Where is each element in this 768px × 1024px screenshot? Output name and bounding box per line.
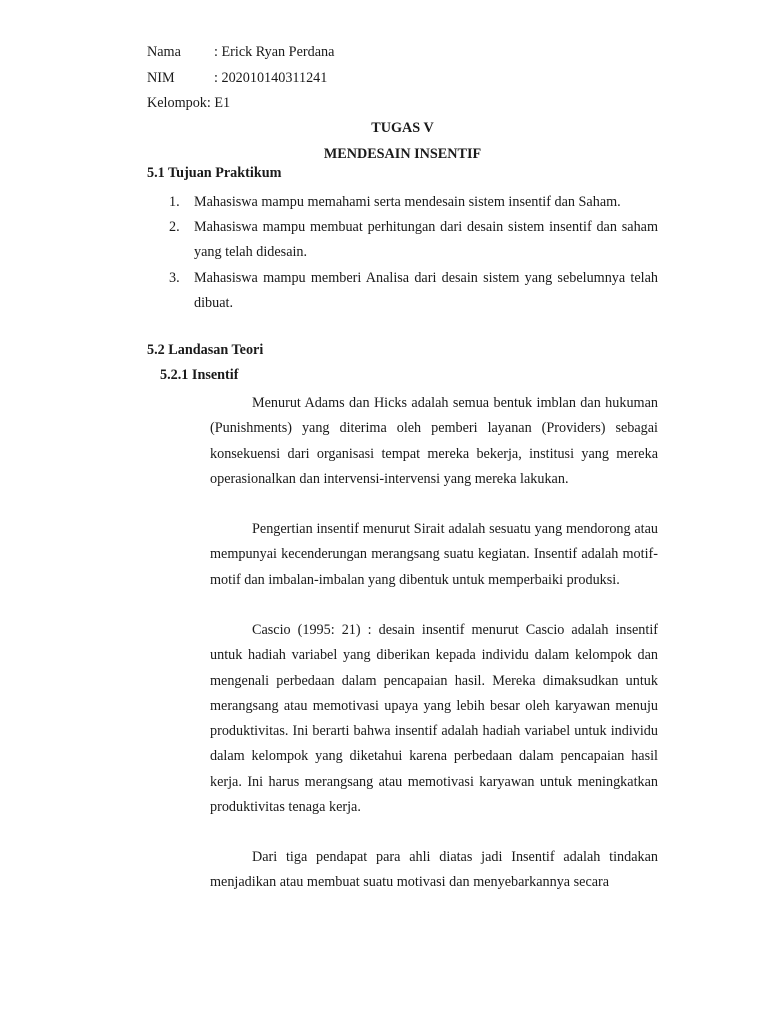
paragraph-adams-hicks: Menurut Adams dan Hicks adalah semua bentuk imblan dan hukuman (Punishments) yang diterima oleh pemberi layanan (Providers) sebagai konsekuensi dari organisasi tempat mereka bekerja, institusi yang mereka operasionalkan dan intervensi-intervensi yang mereka lakukan.: [210, 395, 658, 487]
kelompok-label: Kelompok: [147, 95, 207, 111]
section-heading-tujuan: 5.1 Tujuan Praktikum: [147, 165, 282, 181]
nim-value: : 202010140311241: [214, 69, 328, 86]
list-item-text: Mahasiswa mampu membuat perhitungan dari desain sistem insentif dan saham yang telah didesain.: [194, 219, 658, 261]
document-title: [147, 116, 658, 167]
list-item-number: 1.: [169, 194, 180, 210]
list-item-text: Mahasiswa mampu memahami serta mendesain sistem insentif dan Saham.: [194, 194, 621, 210]
list-item: [147, 266, 658, 316]
kelompok-value: : E1: [206, 95, 231, 111]
nim-label: NIM: [147, 69, 175, 86]
list-item: [147, 190, 658, 215]
list-item-number: 2.: [169, 219, 180, 236]
nim-row: [147, 66, 334, 92]
title-line-1: TUGAS V: [371, 120, 434, 136]
nama-row: [147, 40, 334, 66]
title-line-2: MENDESAIN INSENTIF: [323, 145, 482, 162]
paragraph-kesimpulan: Dari tiga pendapat para ahli diatas jadi Insentif adalah tindakan menjadikan atau membuat suatu motivasi dan menyebarkannya secara: [210, 849, 658, 891]
list-item-number: 3.: [169, 269, 180, 286]
list-item-text: Mahasiswa mampu memberi Analisa dari desain sistem yang sebelumnya telah dibuat.: [194, 269, 658, 311]
student-identity-block: [147, 40, 334, 117]
kelompok-row: [147, 91, 334, 117]
section-heading-landasan: 5.2 Landasan Teori: [147, 342, 264, 358]
paragraph-sirait: Pengertian insentif menurut Sirait adalah sesuatu yang mendorong atau mempunyai kecenderungan merangsang suatu kegiatan. Insentif adalah motif-motif dan imbalan-imbalan yang dibentuk untuk memperbaiki produksi.: [210, 521, 658, 588]
subsection-heading-insentif: 5.2.1 Insentif: [160, 367, 239, 383]
objectives-list: [147, 190, 658, 316]
nama-label: Nama: [147, 44, 181, 60]
list-item: [147, 215, 658, 265]
nama-value: : Erick Ryan Perdana: [214, 44, 335, 60]
paragraph-cascio: Cascio (1995: 21) : desain insentif menurut Cascio adalah insentif untuk hadiah variabel yang diberikan kepada individu dalam kelompok dan mengenali perbedaan dalam pencapaian hasil. Mereka dimaksudkan untuk merangsang atau memotivasi upaya yang lebih besar oleh karyawan menuju produktivitas. Ini berarti bahwa insentif adalah hadiah variabel untuk individu dalam kelompok yang diketahui karena perbedaan dalam pencapaian hasil kerja. Ini harus merangsang atau memotivasi karyawan untuk meningkatkan produktivitas tenaga kerja.: [210, 622, 658, 816]
